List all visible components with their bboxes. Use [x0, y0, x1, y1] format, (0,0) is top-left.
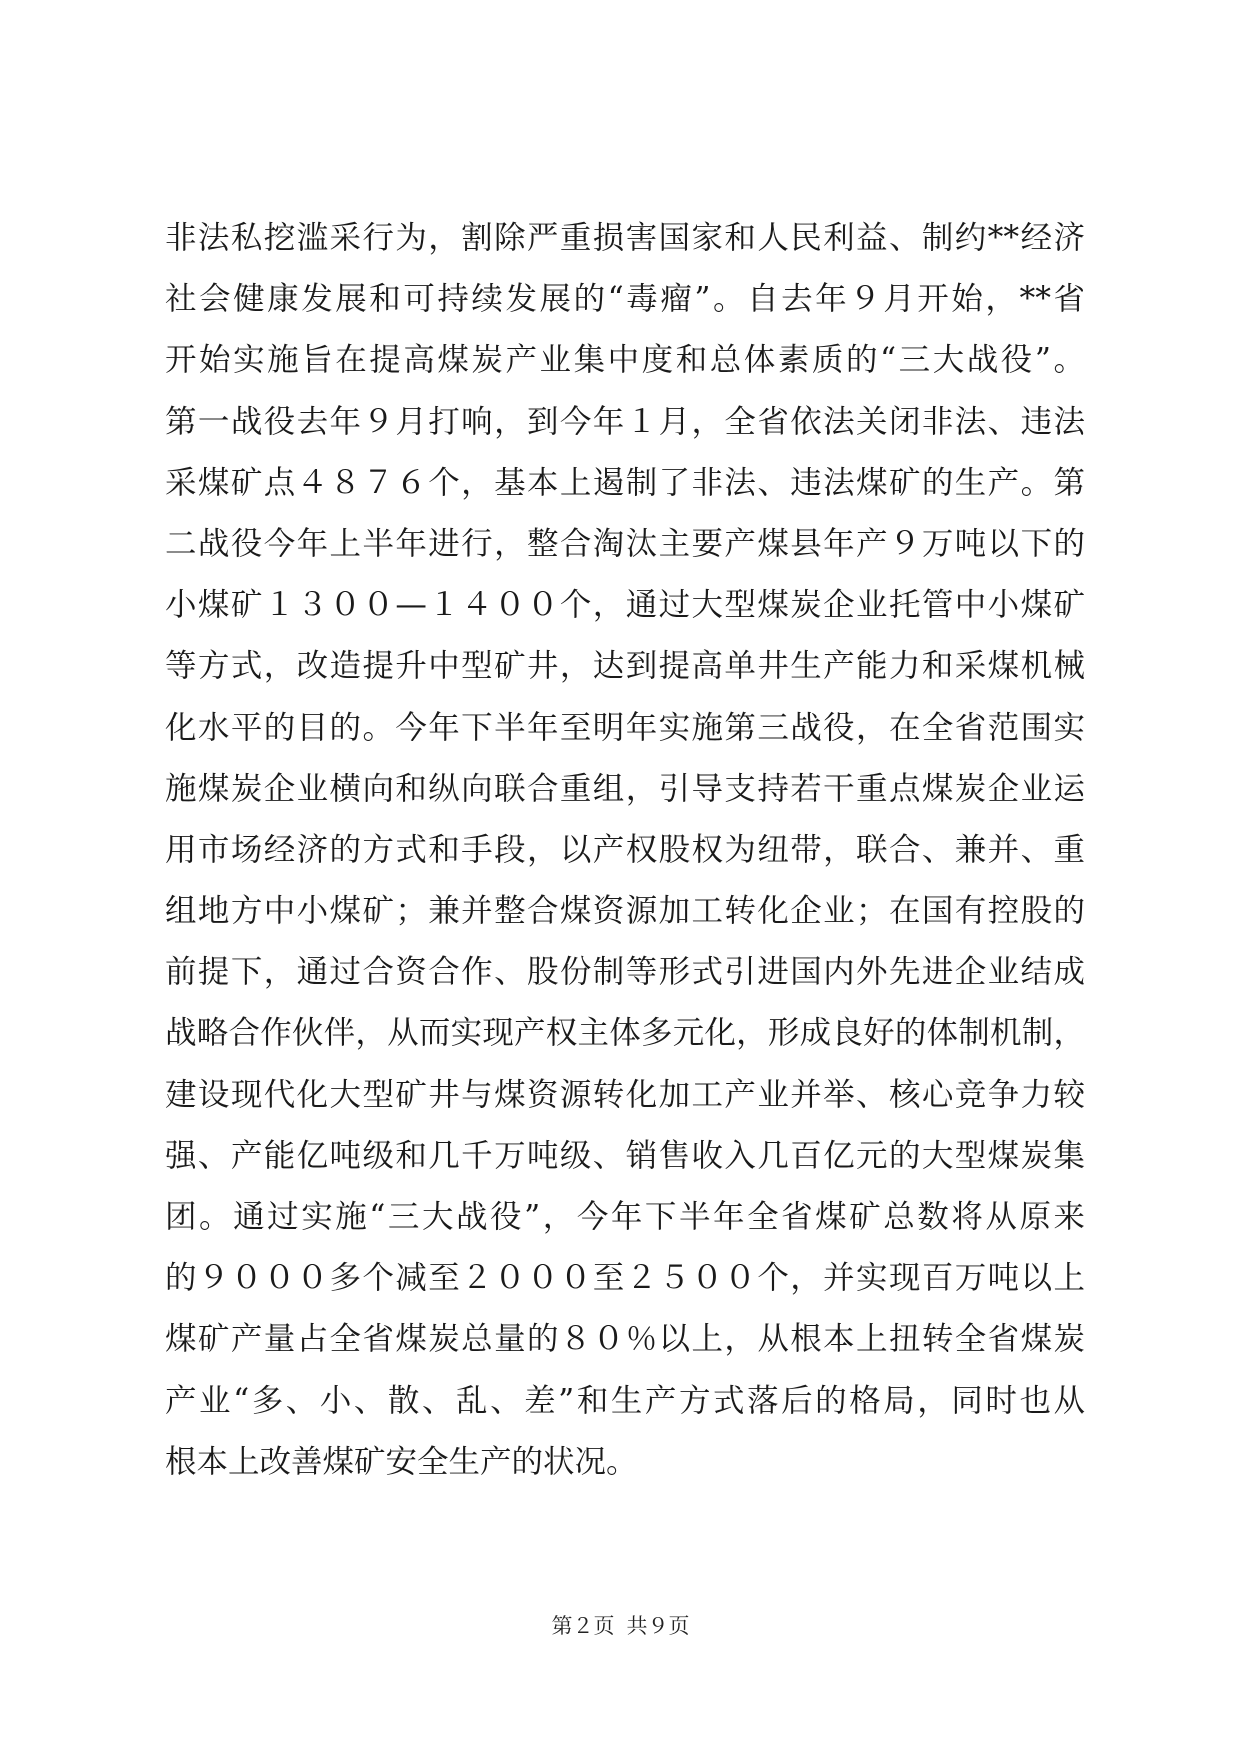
text-line: 小煤矿１３００—１４００个，通过大型煤炭企业托管中小煤矿	[165, 587, 1085, 624]
text-line: 采煤矿点４８７６个，基本上遏制了非法、违法煤矿的生产。第	[165, 464, 1085, 501]
text-line: 根本上改善煤矿安全生产的状况。	[165, 1443, 638, 1480]
text-line: 二战役今年上半年进行，整合淘汰主要产煤县年产９万吨以下的	[165, 525, 1085, 562]
text-line: 开始实施旨在提高煤炭产业集中度和总体素质的“三大战役”。	[165, 342, 1085, 379]
text-line: 煤矿产量占全省煤炭总量的８０％以上，从根本上扭转全省煤炭	[165, 1321, 1085, 1358]
text-line: 组地方中小煤矿；兼并整合煤资源加工转化企业；在国有控股的	[165, 893, 1085, 930]
body-paragraph	[165, 208, 1085, 1493]
text-line: 团。通过实施“三大战役”，今年下半年全省煤矿总数将从原来	[165, 1199, 1085, 1235]
text-line: 的９０００多个减至２０００至２５００个，并实现百万吨以上	[165, 1260, 1085, 1297]
text-line: 建设现代化大型矿井与煤资源转化加工产业并举、核心竞争力较	[165, 1076, 1085, 1113]
text-line: 强、产能亿吨级和几千万吨级、销售收入几百亿元的大型煤炭集	[165, 1137, 1085, 1174]
page-number: 第２页	[551, 1614, 615, 1638]
text-line: 等方式，改造提升中型矿井，达到提高单井生产能力和采煤机械	[165, 648, 1085, 685]
text-line: 第一战役去年９月打响，到今年１月，全省依法关闭非法、违法	[165, 403, 1085, 440]
text-line: 施煤炭企业横向和纵向联合重组，引导支持若干重点煤炭企业运	[165, 770, 1085, 807]
text-line: 前提下，通过合资合作、股份制等形式引进国内外先进企业结成	[165, 954, 1085, 991]
text-line: 非法私挖滥采行为，割除严重损害国家和人民利益、制约**经济	[165, 220, 1085, 256]
text-line: 产业“多、小、散、乱、差”和生产方式落后的格局，同时也从	[165, 1382, 1085, 1419]
text-line: 社会健康发展和可持续发展的“毒瘤”。自去年９月开始，**省	[165, 281, 1085, 318]
page-footer	[0, 1610, 1241, 1640]
text-line: 战略合作伙伴，从而实现产权主体多元化，形成良好的体制机制，	[165, 1015, 1085, 1052]
page-total: 共９页	[626, 1614, 690, 1638]
text-line: 化水平的目的。今年下半年至明年实施第三战役，在全省范围实	[165, 709, 1085, 746]
text-line: 用市场经济的方式和手段，以产权股权为纽带，联合、兼并、重	[165, 831, 1085, 868]
